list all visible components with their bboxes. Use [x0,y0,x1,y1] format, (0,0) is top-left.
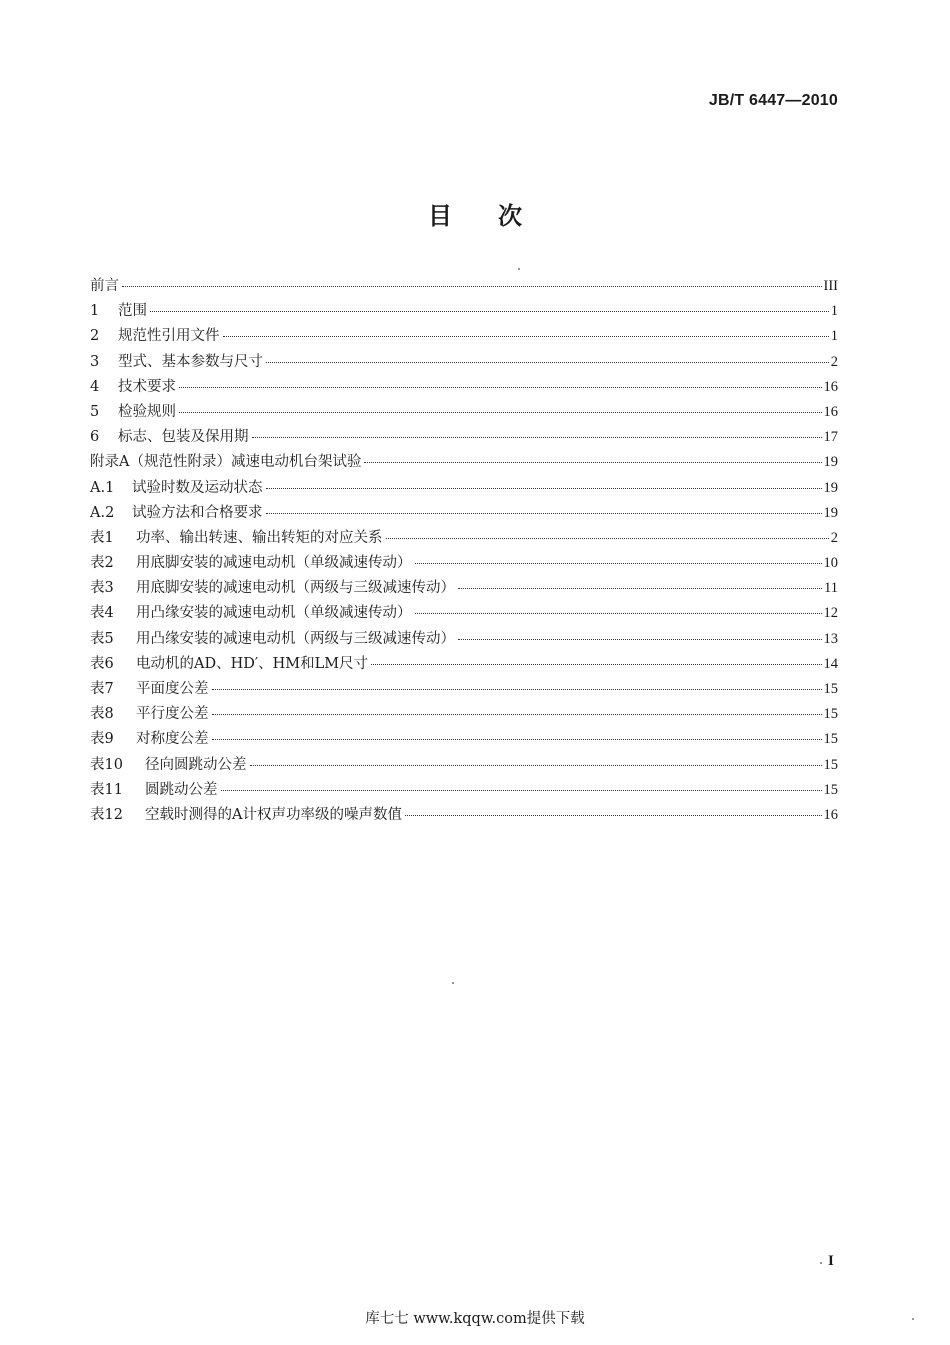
toc-entry-page: 11 [824,580,838,597]
toc-entry-label: 平面度公差 [136,681,209,697]
toc-entry-page: 2 [830,353,838,370]
toc-entry [90,501,838,526]
toc-entry-label: 电动机的AD、HD′、HM和LM尺寸 [136,655,369,672]
toc-entry [90,425,838,450]
toc-entry-label: 用凸缘安装的减速电动机（单级减速传动） [136,605,412,622]
toc-entry-page: 16 [823,378,838,395]
toc-entry-label: 圆跳动公差 [145,781,218,798]
toc-leader-dots [266,513,822,514]
toc-entry-number: 表1 [90,529,114,546]
toc-leader-dots [371,664,821,665]
toc-entry-number: 1 [90,303,100,320]
toc-entry-label: 范围 [118,303,147,320]
toc-entry-label: 用凸缘安装的减速电动机（两级与三级减速传动） [136,630,455,647]
page-number: I [828,1253,834,1269]
toc-entry [90,299,838,324]
toc-entry-number: 5 [90,403,100,420]
scan-speck [518,268,520,270]
toc-entry-number: 表11 [90,781,123,798]
toc-entry [90,450,838,475]
toc-entry [90,476,838,501]
standard-number: JB/T 6447—2010 [708,92,838,109]
toc-leader-dots [223,336,829,337]
toc-entry [90,652,838,677]
toc-entry-label: 规范性引用文件 [118,328,220,345]
toc-entry-number: 表12 [90,806,123,823]
toc-entry-page: 19 [823,504,838,521]
toc-entry-number: 表8 [90,706,114,723]
toc-entry-label: 标志、包装及保用期 [118,429,249,446]
table-of-contents [90,274,838,828]
toc-entry-page: 15 [823,756,838,773]
toc-entry [90,702,838,727]
toc-leader-dots [266,362,829,363]
toc-leader-dots [212,689,822,690]
toc-entry-page: 19 [823,479,838,496]
toc-entry-label: 功率、输出转速、输出转矩的对应关系 [136,529,383,546]
toc-entry-page: 12 [823,605,838,622]
toc-entry-number: 3 [90,353,100,370]
toc-entry-page: 15 [823,731,838,748]
toc-entry-page: 1 [830,328,838,345]
toc-entry [90,526,838,551]
toc-entry-page: 19 [823,454,838,471]
toc-entry [90,324,838,349]
toc-entry-number: 表6 [90,655,114,672]
toc-entry [90,601,838,626]
download-footer: 库七七 www.kqqw.com提供下载 [365,1311,585,1327]
scan-speck [912,1318,914,1320]
toc-leader-dots [179,387,822,388]
toc-entry-page: 16 [823,806,838,823]
toc-leader-dots [458,588,822,589]
toc-entry-label: 检验规则 [118,403,176,420]
toc-leader-dots [252,437,822,438]
toc-entry-label: 平行度公差 [136,706,209,723]
toc-leader-dots [122,286,822,287]
toc-entry-page: 16 [823,403,838,420]
toc-entry-page: 17 [823,429,838,446]
toc-entry-number: 表5 [90,630,114,647]
toc-entry-page: 10 [823,555,838,572]
toc-entry-label: 前言 [90,278,119,294]
toc-leader-dots [415,613,822,614]
toc-entry [90,576,838,601]
toc-leader-dots [458,639,822,640]
toc-entry-label: 径向圆跳动公差 [145,756,247,773]
toc-entry-page: 15 [823,706,838,723]
toc-entry-label: 附录A（规范性附录）减速电动机台架试验 [90,454,362,471]
toc-entry [90,375,838,400]
toc-entry [90,803,838,828]
toc-entry-label: 技术要求 [118,378,176,395]
toc-entry-label: 用底脚安装的减速电动机（两级与三级减速传动） [136,580,455,597]
toc-entry-page: 1 [830,303,838,320]
toc-leader-dots [212,739,822,740]
toc-leader-dots [266,488,822,489]
toc-entry-number: 表7 [90,681,114,697]
page-title: 目次 [428,202,568,230]
toc-entry-number: 表4 [90,605,114,622]
toc-entry-label: 型式、基本参数与尺寸 [118,353,263,370]
toc-entry [90,778,838,803]
toc-leader-dots [221,790,822,791]
toc-entry-page: 15 [823,781,838,798]
scan-speck [820,1262,822,1264]
toc-entry-label: 用底脚安装的减速电动机（单级减速传动） [136,555,412,572]
toc-leader-dots [150,311,829,312]
toc-entry-page: 15 [823,681,838,697]
toc-entry-page: 13 [823,630,838,647]
toc-entry [90,627,838,652]
toc-leader-dots [179,412,822,413]
toc-entry-number: A.2 [90,504,115,521]
toc-leader-dots [364,462,821,463]
toc-leader-dots [415,563,822,564]
toc-entry-number: 4 [90,378,100,395]
toc-leader-dots [386,538,829,539]
toc-entry-number: A.1 [90,479,115,496]
toc-entry-label: 试验时数及运动状态 [132,479,263,496]
toc-leader-dots [212,714,822,715]
toc-entry [90,274,838,299]
toc-entry-number: 6 [90,429,100,446]
toc-leader-dots [405,815,822,816]
toc-entry-label: 空载时测得的A计权声功率级的噪声数值 [145,806,402,823]
toc-entry [90,677,838,702]
toc-entry-number: 表9 [90,731,114,748]
toc-entry-number: 表10 [90,756,123,773]
toc-entry [90,400,838,425]
toc-entry [90,753,838,778]
toc-entry-number: 表2 [90,555,114,572]
toc-entry-label: 试验方法和合格要求 [132,504,263,521]
toc-entry [90,727,838,752]
toc-entry-page: 2 [830,529,838,546]
toc-entry-page: 14 [823,655,838,672]
toc-entry-label: 对称度公差 [136,731,209,748]
toc-entry-page: III [823,278,838,294]
toc-entry [90,551,838,576]
toc-entry-number: 表3 [90,580,114,597]
toc-entry-number: 2 [90,328,100,345]
scan-speck [452,982,454,984]
toc-entry [90,350,838,375]
toc-leader-dots [250,765,822,766]
